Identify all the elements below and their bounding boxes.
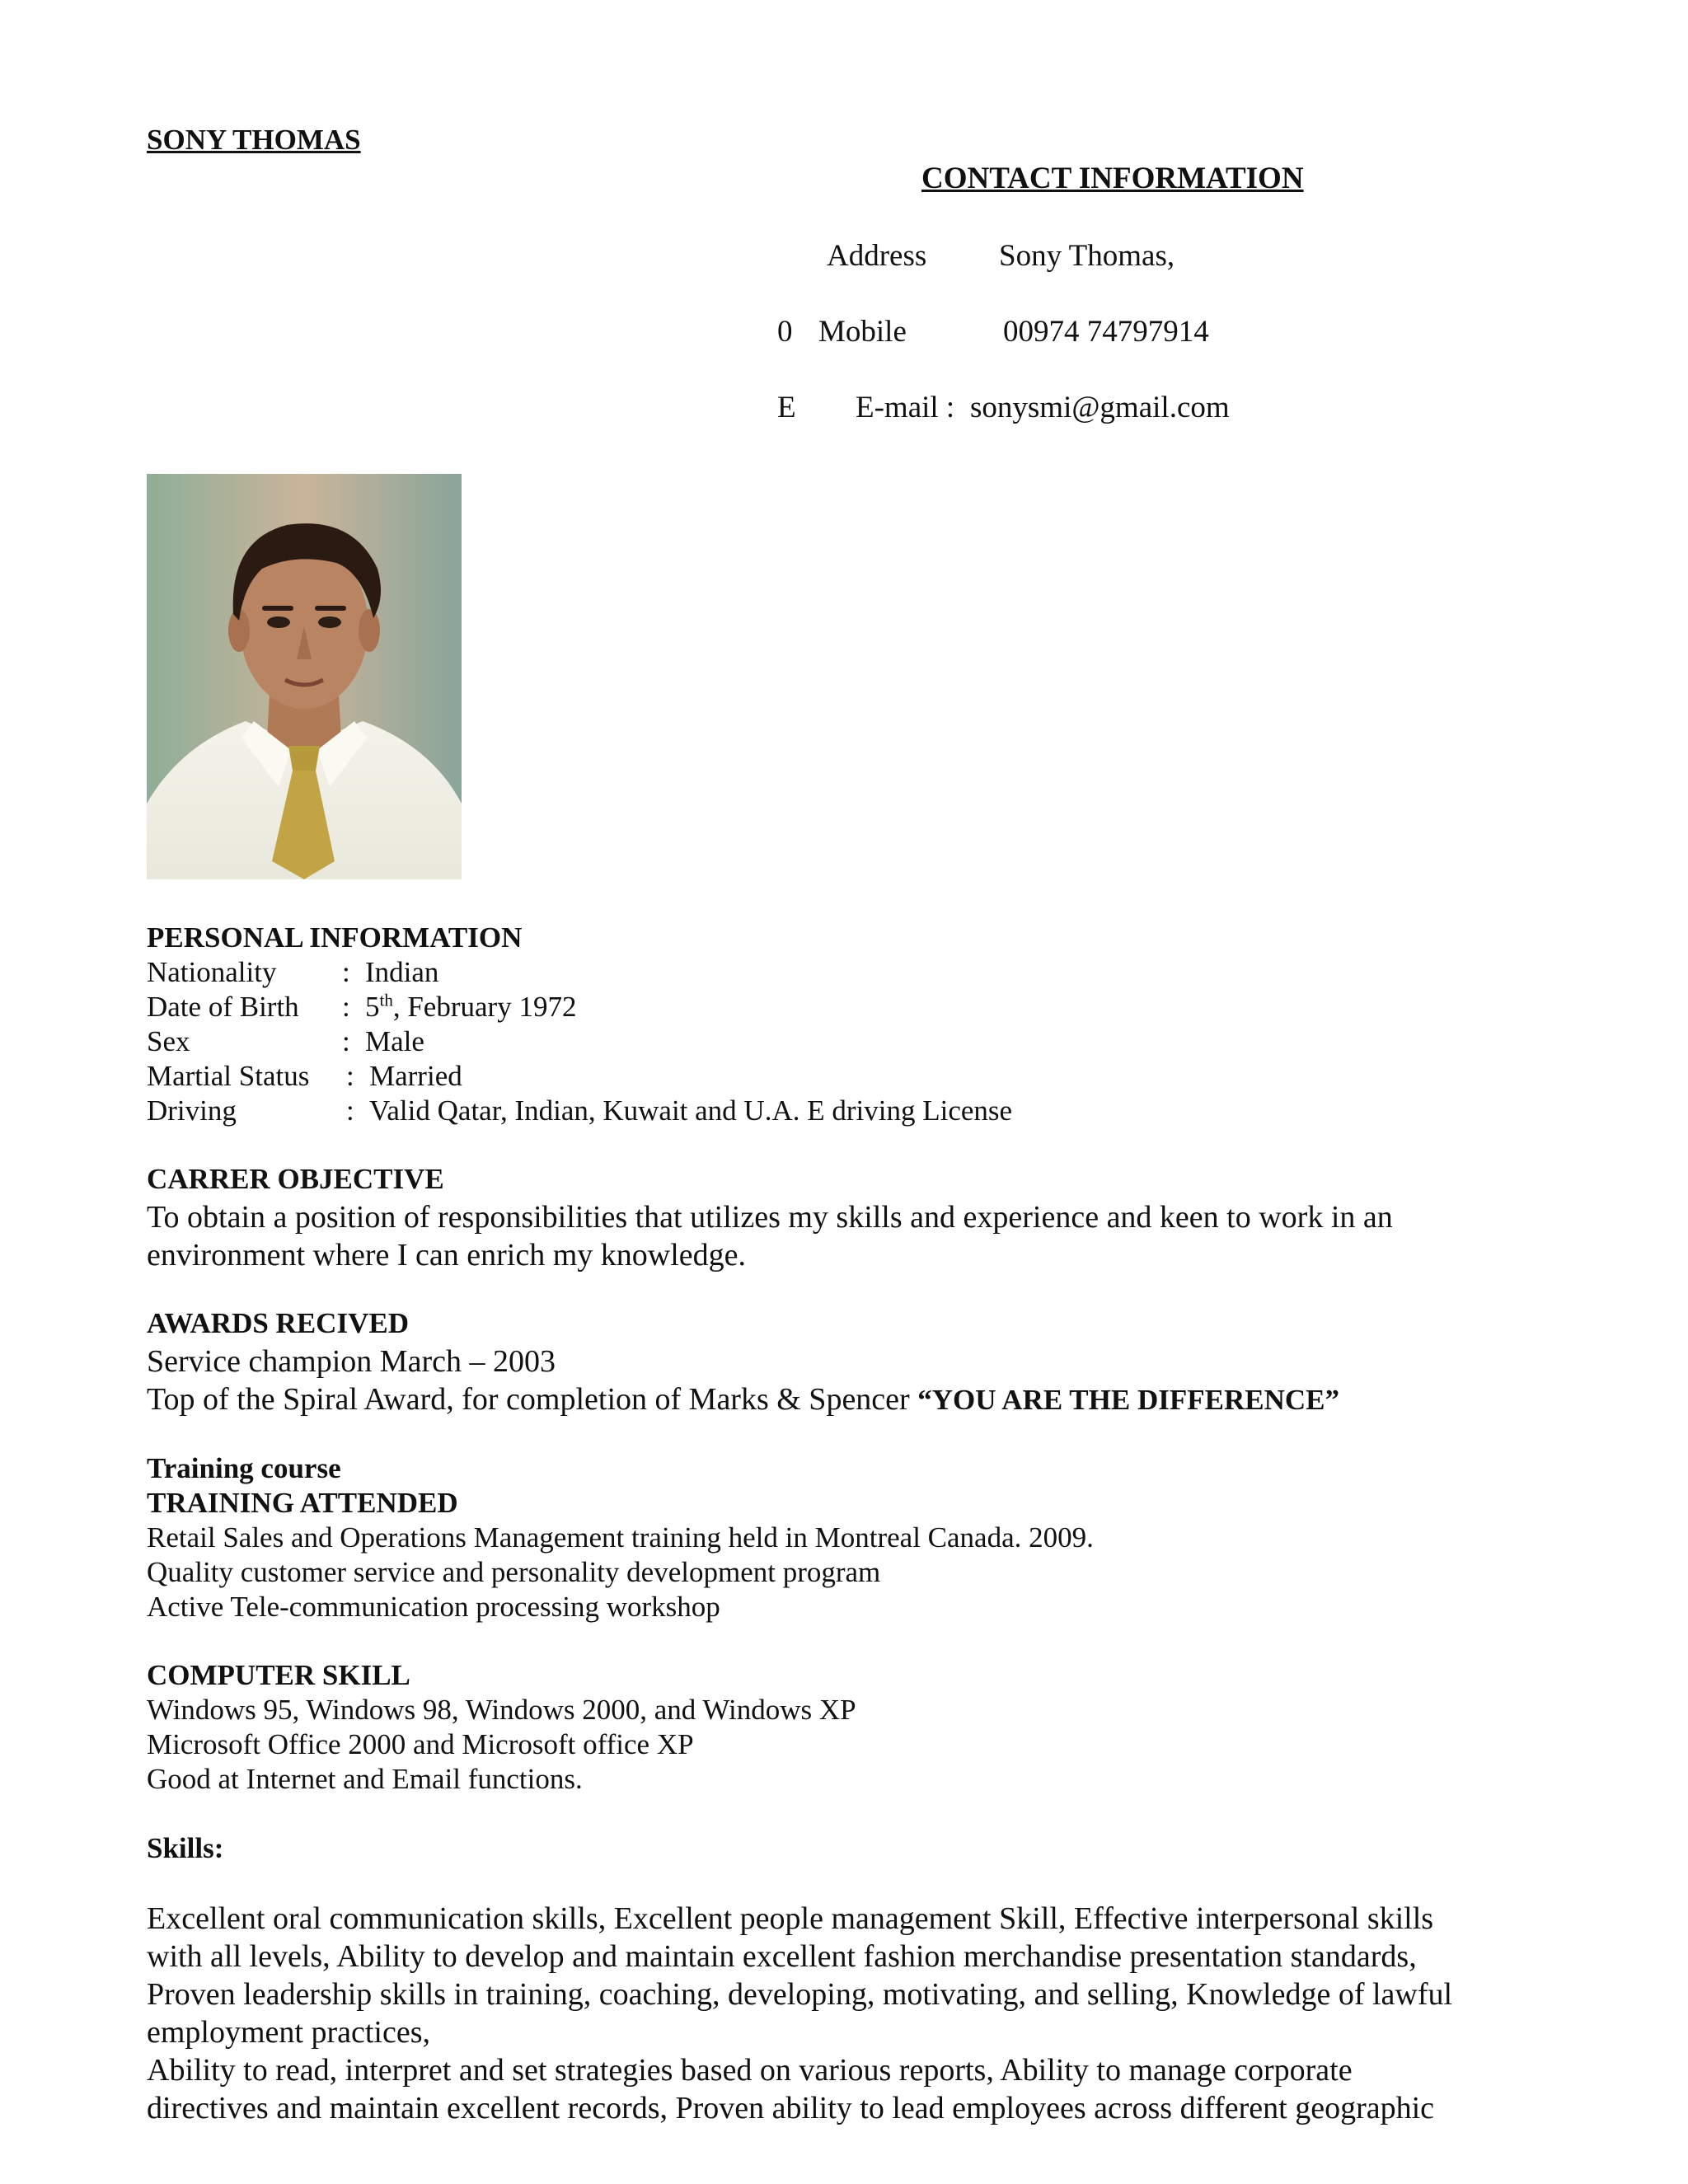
objective-line-2: environment where I can enrich my knowledge. [147,1238,747,1272]
address-value: Sony Thomas, [999,239,1175,273]
objective-line-1: To obtain a position of responsibilities that utilizes my skills and experience and keen to work in an [147,1200,1393,1235]
driving-separator: : [346,1094,354,1127]
contact-heading: CONTACT INFORMATION [921,162,1304,195]
skills-line-1: Excellent oral communication skills, Excellent people management Skill, Effective interpersonal skills [147,1901,1434,1936]
award-item-2 [147,1381,1339,1418]
training-item-3: Active Tele-communication processing workshop [147,1591,720,1623]
training-item-1: Retail Sales and Operations Management training held in Montreal Canada. 2009. [147,1521,1094,1554]
award-item-2-quote: “YOU ARE THE DIFFERENCE” [917,1384,1339,1416]
dob-value [365,991,576,1024]
skills-line-4: employment practices, [147,2015,430,2050]
email-value[interactable]: sonysmi@gmail.com [970,391,1230,424]
dob-label: Date of Birth [147,991,299,1023]
mobile-value: 00974 74797914 [1003,315,1209,349]
skills-heading: Skills: [147,1832,224,1864]
training-heading: TRAINING ATTENDED [147,1487,458,1519]
skills-line-2: with all levels, Ability to develop and maintain excellent fashion merchandise presentation standards, [147,1939,1417,1974]
skills-line-3: Proven leadership skills in training, coaching, developing, motivating, and selling, Knowledge of lawful [147,1977,1453,2012]
address-label: Address [827,239,927,273]
dob-ordinal: th [379,990,393,1010]
dob-rest: , February 1972 [392,991,577,1023]
mobile-label: Mobile [818,315,907,349]
computer-skill-item-3: Good at Internet and Email functions. [147,1763,583,1795]
award-item-1: Service champion March – 2003 [147,1344,556,1379]
candidate-name: SONY THOMAS [147,124,361,156]
email-label: E-mail : [856,391,955,424]
marital-status-value: Married [369,1060,462,1092]
skills-line-6: directives and maintain excellent records, Proven ability to lead employees across different geographic [147,2091,1435,2125]
awards-heading: AWARDS RECIVED [147,1307,409,1339]
objective-heading: CARRER OBJECTIVE [147,1163,444,1195]
sex-separator: : [342,1025,350,1057]
personal-info-heading: PERSONAL INFORMATION [147,921,523,954]
training-subheading: Training course [147,1452,341,1484]
nationality-value: Indian [365,956,439,988]
nationality-label: Nationality [147,956,277,988]
mobile-prefix: 0 [777,315,793,349]
sex-label: Sex [147,1025,190,1057]
driving-value: Valid Qatar, Indian, Kuwait and U.A. E driving License [369,1094,1013,1127]
sex-value: Male [365,1025,424,1057]
computer-skill-item-2: Microsoft Office 2000 and Microsoft office XP [147,1728,694,1760]
skills-line-5: Ability to read, interpret and set strategies based on various reports, Ability to manage corporate [147,2053,1353,2088]
profile-photo [147,474,462,879]
computer-skill-heading: COMPUTER SKILL [147,1659,410,1691]
marital-status-separator: : [346,1060,354,1092]
driving-label: Driving [147,1094,237,1127]
training-item-2: Quality customer service and personality development program [147,1556,881,1588]
dob-day: 5 [365,991,380,1023]
email-prefix: E [777,391,796,424]
dob-separator: : [342,991,350,1023]
award-item-2-text: Top of the Spiral Award, for completion of Marks & Spencer [147,1382,910,1417]
nationality-separator: : [342,956,350,988]
computer-skill-item-1: Windows 95, Windows 98, Windows 2000, and Windows XP [147,1694,856,1726]
marital-status-label: Martial Status [147,1060,310,1092]
